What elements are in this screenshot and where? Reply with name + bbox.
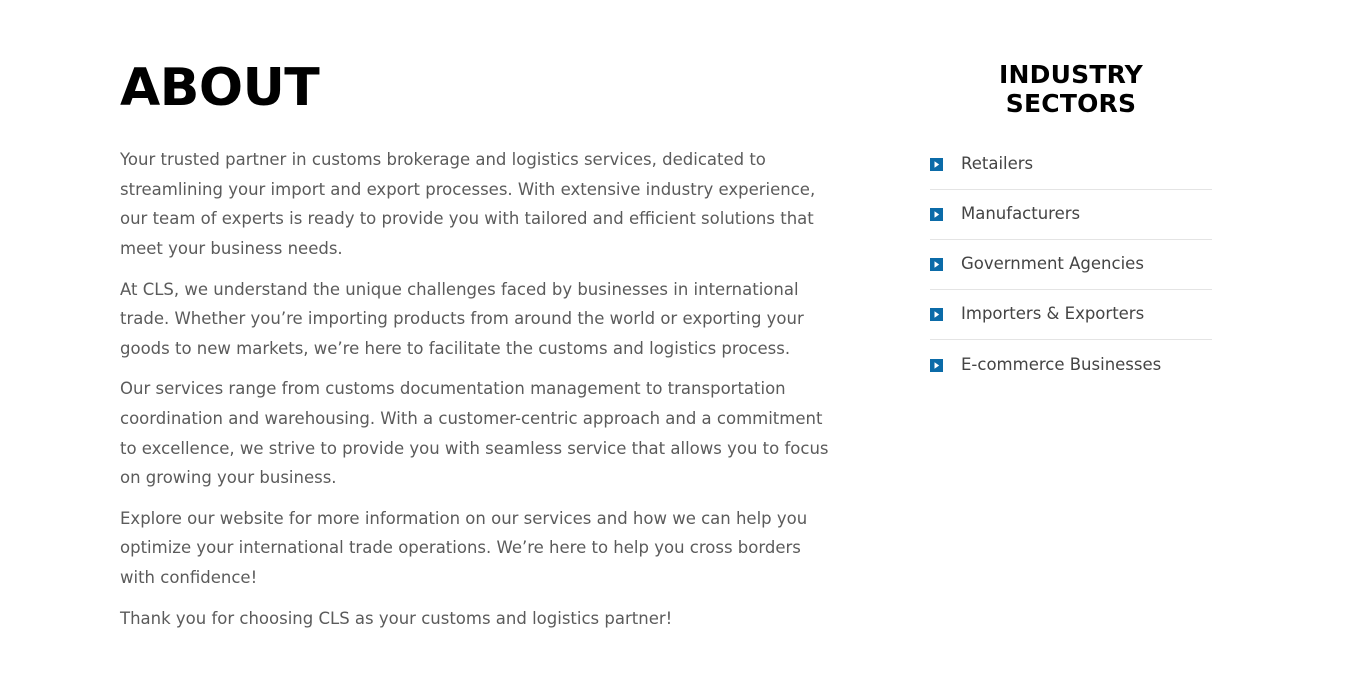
about-section xyxy=(120,60,840,644)
about-paragraph: Explore our website for more information on our services and how we can help you optimize your international trade operations. We’re here to help you cross borders with confidence! xyxy=(120,508,808,587)
industry-sectors-section xyxy=(930,60,1212,390)
list-item-label: E-commerce Businesses xyxy=(961,354,1162,374)
sectors-heading: INDUSTRY SECTORS xyxy=(999,60,1143,118)
sectors-list xyxy=(930,140,1212,390)
about-paragraph: Thank you for choosing CLS as your customs and logistics partner! xyxy=(120,608,673,628)
list-item[interactable] xyxy=(930,140,1212,190)
play-square-icon xyxy=(930,158,943,171)
list-item[interactable] xyxy=(930,240,1212,290)
play-square-icon xyxy=(930,359,943,372)
list-item-label: Manufacturers xyxy=(961,204,1081,224)
list-item[interactable] xyxy=(930,340,1212,390)
list-item-label: Retailers xyxy=(961,154,1034,174)
about-paragraph: Our services range from customs documentation management to transportation coordination and warehousing. With a customer-centric approach and a commitment to excellence, we strive to provide you with seamless service that allows you to focus on growing your business. xyxy=(120,379,829,488)
list-item-label: Government Agencies xyxy=(961,254,1144,274)
page-title: ABOUT xyxy=(120,58,320,118)
about-paragraph: Your trusted partner in customs brokerage and logistics services, dedicated to streamlining your import and export processes. With extensive industry experience, our team of experts is ready to provide you with tailored and efficient solutions that meet your business needs. xyxy=(120,150,816,258)
list-item[interactable] xyxy=(930,290,1212,340)
play-square-icon xyxy=(930,258,943,271)
list-item[interactable] xyxy=(930,190,1212,240)
about-paragraph: At CLS, we understand the unique challenges faced by businesses in international trade. Whether you’re importing products from around the world or exporting your goods to new markets, we’re here to facilitate the customs and logistics process. xyxy=(120,279,804,358)
play-square-icon xyxy=(930,308,943,321)
play-square-icon xyxy=(930,208,943,221)
list-item-label: Importers & Exporters xyxy=(961,304,1145,324)
